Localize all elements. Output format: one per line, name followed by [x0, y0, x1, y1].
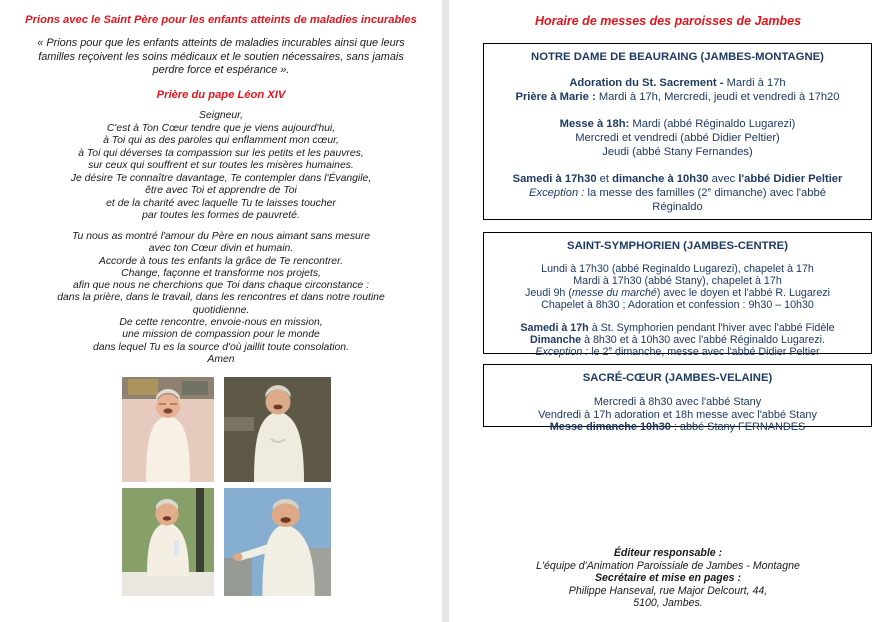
- text-line: Je désire Te connaître davantage, Te contempler dans l'Évangile,: [70, 172, 372, 184]
- text-line: être avec Toi et apprendre de Toi: [145, 185, 297, 197]
- pope-photo-3-illustration: [122, 488, 214, 596]
- page-gutter-divider: [442, 0, 449, 622]
- text-line: Messe à 18h: Mardi (abbé Réginaldo Lugarezi): [559, 118, 796, 131]
- text-line: Jeudi 9h (messe du marché) avec le doyen et l'abbé R. Lugarezi: [524, 286, 831, 299]
- text-line: dans la prière, dans le travail, dans les rencontres et dans notre routine: [57, 292, 385, 304]
- page-left-prayer: [0, 0, 442, 622]
- parish-name-notre-dame: NOTRE DAME DE BEAURAING (JAMBES-MONTAGNE): [531, 51, 824, 63]
- pope-photo-4-illustration: [224, 488, 331, 596]
- text-line: Réginaldo: [652, 200, 703, 213]
- editor-footer: [449, 547, 887, 610]
- schedule-sacre-coeur-body: [484, 384, 871, 433]
- text-line: une mission de compassion pour le monde: [122, 329, 320, 341]
- text-line: Secrétaire et mise en pages :: [594, 572, 742, 584]
- pope-photo-2-illustration: [224, 377, 331, 482]
- pope-photo-3: [122, 488, 214, 596]
- text-line: Dimanche à 8h30 et à 10h30 avec l'abbé Réginaldo Lugarezi.: [530, 334, 825, 347]
- text-line: et de la charité avec laquelle Tu te laisses toucher: [106, 197, 336, 209]
- text-line: quotidienne.: [192, 304, 250, 316]
- text-line: Samedi à 17h30 et dimanche à 10h30 avec l'abbé Didier Peltier: [512, 173, 843, 186]
- page-right-schedule: [449, 0, 887, 622]
- text-line: Lundi à 17h30 (abbé Reginaldo Lugarezi), chapelet à 17h: [541, 262, 814, 275]
- text-line: avec ton Cœur divin et humain.: [148, 243, 294, 255]
- text-line: Tu nous as montré l'amour du Père en nous aimant sans mesure: [71, 231, 371, 242]
- schedule-box-notre-dame: [483, 43, 872, 220]
- pope-photo-1-illustration: [122, 377, 214, 482]
- text-line: afin que nous ne cherchions que Toi dans chaque circonstance :: [73, 280, 369, 292]
- text-line: [484, 160, 871, 174]
- pope-photo-1: [122, 377, 214, 482]
- pope-photo-2: [224, 377, 331, 482]
- text-line: à Toi qui déverses ta compassion sur les petits et les pauvres,: [78, 147, 364, 159]
- text-line: dans lequel Tu es la source d'où jaillit toute consolation.: [93, 341, 349, 353]
- text-line: Vendredi à 17h adoration et 18h messe avec l'abbé Stany: [538, 408, 817, 421]
- schedule-box-sacre-coeur: [483, 364, 872, 433]
- text-line: Philippe Hanseval, rue Major Delcourt, 44,: [568, 584, 768, 597]
- text-line: Seigneur,: [199, 110, 243, 121]
- schedule-page-title: Horaire de messes des paroisses de Jambes: [534, 14, 802, 28]
- schedule-saint-symphorien-body: [484, 252, 871, 359]
- text-line: Adoration du St. Sacrement - Mardi à 17h: [569, 76, 786, 89]
- text-line: 5100, Jambes.: [633, 597, 703, 609]
- text-line: Exception : la messe des familles (2e dimanche) avec l'abbé: [529, 186, 826, 200]
- text-line: sur ceux qui souffrent et sur toutes les misères humaines.: [88, 160, 354, 172]
- parish-name-saint-symphorien: SAINT-SYMPHORIEN (JAMBES-CENTRE): [567, 240, 788, 252]
- text-line: Éditeur responsable :: [613, 547, 723, 559]
- text-line: [484, 63, 871, 77]
- text-line: Amen: [207, 353, 235, 365]
- text-line: Prière à Marie : Mardi à 17h, Mercredi, jeudi et vendredi à 17h20: [515, 90, 840, 103]
- prayer-stanza-1: [8, 110, 434, 223]
- left-page-title: Prions avec le Saint Père pour les enfants atteints de maladies incurables: [25, 14, 417, 26]
- text-line: Chapelet à 8h30 ; Adoration et confession : 9h30 – 10h30: [541, 298, 814, 311]
- pope-photo-4: [224, 488, 331, 596]
- text-line: C'est à Ton Cœur tendre que je viens aujourd'hui,: [106, 122, 336, 134]
- text-line: Mardi à 17h30 (abbé Stany), chapelet à 17h: [573, 274, 782, 287]
- text-line: Accorde à tous tes enfants la grâce de Te rencontrer.: [98, 255, 344, 267]
- text-line: [484, 104, 871, 118]
- parish-name-sacre-coeur: SACRÉ-CŒUR (JAMBES-VELAINE): [582, 372, 773, 384]
- text-line: Mercredi et vendredi (abbé Didier Peltier): [575, 131, 780, 144]
- text-line: par toutes les formes de pauvreté.: [142, 210, 300, 222]
- text-line: familles reçoivent les soins médicaux et le soutien nécessaires, sans jamais: [38, 50, 404, 63]
- text-line: Change, façonne et transforme nos projets,: [121, 267, 321, 279]
- schedule-box-saint-symphorien: [483, 232, 872, 359]
- prayer-title: Prière du pape Léon XIV: [156, 89, 286, 101]
- text-line: Jeudi (abbé Stany Fernandes): [602, 145, 753, 158]
- text-line: Samedi à 17h à St. Symphorien pendant l'hiver avec l'abbé Fidèle: [520, 322, 835, 335]
- text-line: [484, 384, 871, 396]
- intention-quote: [22, 37, 420, 78]
- prayer-stanza-2: [8, 231, 434, 366]
- text-line: L'équipe d'Animation Paroissiale de Jambes - Montagne: [536, 559, 800, 572]
- text-line: Mercredi à 8h30 avec l'abbé Stany: [593, 396, 762, 409]
- text-line: Messe dimanche 10h30 : abbé Stany FERNANDES: [549, 420, 806, 433]
- text-line: à Toi qui as des paroles qui enflamment mon cœur,: [103, 135, 339, 147]
- text-line: perdre force et espérance ».: [152, 64, 290, 77]
- text-line: De cette rencontre, envoie-nous en mission,: [119, 317, 323, 329]
- popes-photo-collage: [122, 377, 331, 598]
- text-line: « Prions pour que les enfants atteints de maladies incurables ainsi que leurs: [37, 37, 405, 49]
- schedule-notre-dame-body: [484, 63, 871, 215]
- text-line: Exception : le 2e dimanche, messe avec l'abbé Didier Peltier: [535, 345, 820, 359]
